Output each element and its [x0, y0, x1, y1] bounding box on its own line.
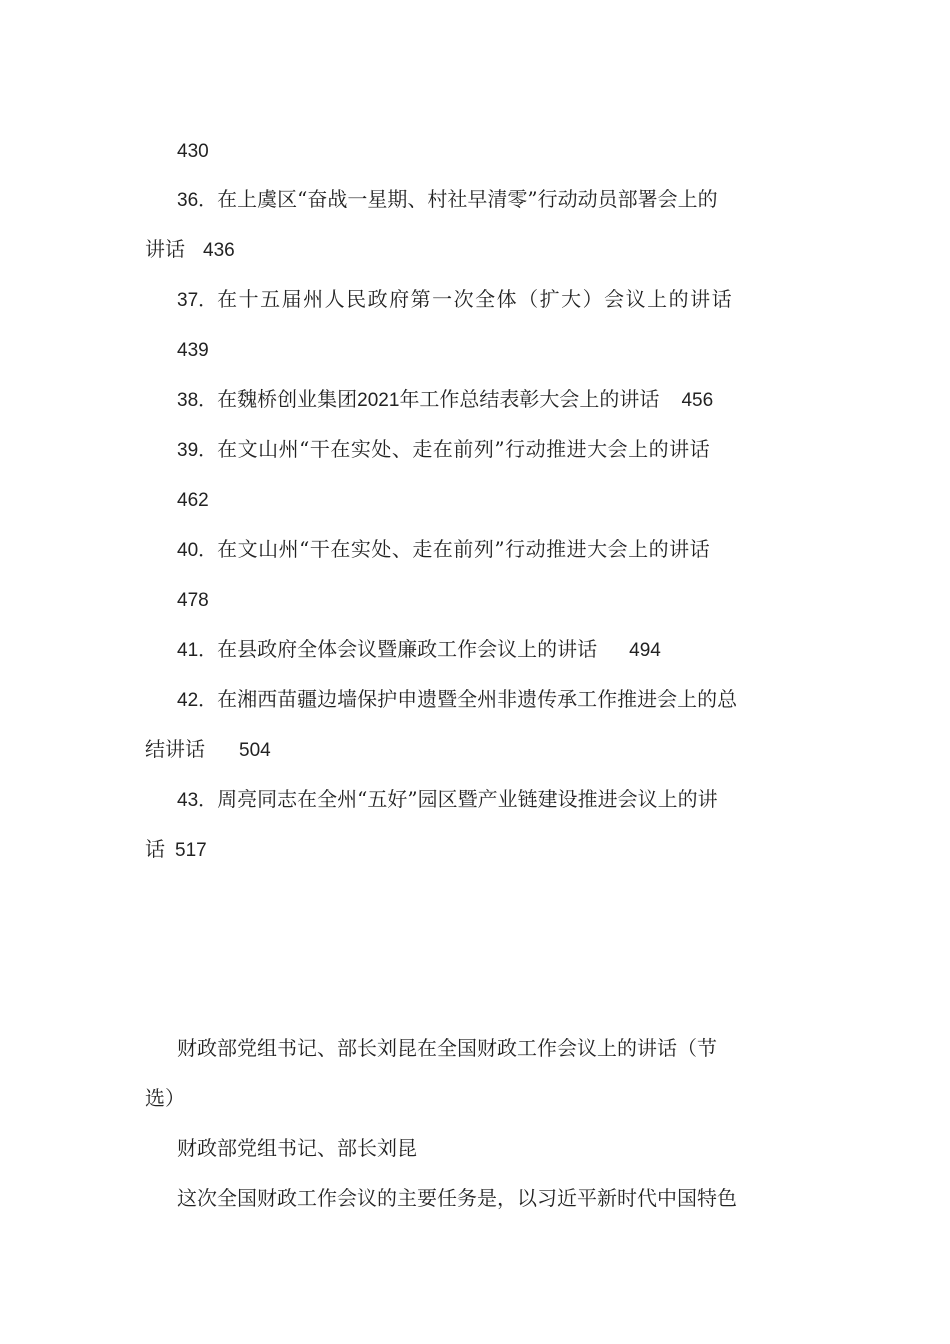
- toc-entry-43: 43．周亮同志在全州“五好”园区暨产业链建设推进会议上的讲: [177, 787, 718, 811]
- toc-entry-38: 38．在魏桥创业集团2021年工作总结表彰大会上的讲话 456: [177, 387, 714, 411]
- article-body: 这次全国财政工作会议的主要任务是，以习近平新时代中国特色: [177, 1186, 737, 1210]
- toc-entry-40: 40．在文山州“干在实处、走在前列”行动推进大会上的讲话: [177, 537, 711, 561]
- article-author: 财政部党组书记、部长刘昆: [177, 1136, 417, 1160]
- toc-entry-36-cont: 讲话 436: [145, 237, 235, 261]
- toc-entry-40-page: 478: [177, 590, 209, 611]
- toc-entry-43-cont: 话 517: [145, 837, 207, 861]
- toc-entry-39: 39．在文山州“干在实处、走在前列”行动推进大会上的讲话: [177, 437, 711, 461]
- article-title: 财政部党组书记、部长刘昆在全国财政工作会议上的讲话（节: [177, 1036, 717, 1060]
- toc-page-number: 430: [177, 141, 209, 162]
- toc-entry-42: 42．在湘西苗疆边墙保护申遗暨全州非遗传承工作推进会上的总: [177, 687, 738, 711]
- toc-entry-42-cont: 结讲话 504: [145, 737, 271, 761]
- toc-entry-39-page: 462: [177, 490, 209, 511]
- article-title-cont: 选）: [145, 1086, 185, 1110]
- toc-entry-36: 36．在上虞区“奋战一星期、村社早清零”行动动员部署会上的: [177, 187, 718, 211]
- toc-entry-37: 37．在十五届州人民政府第一次全体（扩大）会议上的讲话: [177, 287, 734, 311]
- toc-entry-41: 41．在县政府全体会议暨廉政工作会议上的讲话 494: [177, 637, 661, 661]
- toc-entry-37-page: 439: [177, 340, 209, 361]
